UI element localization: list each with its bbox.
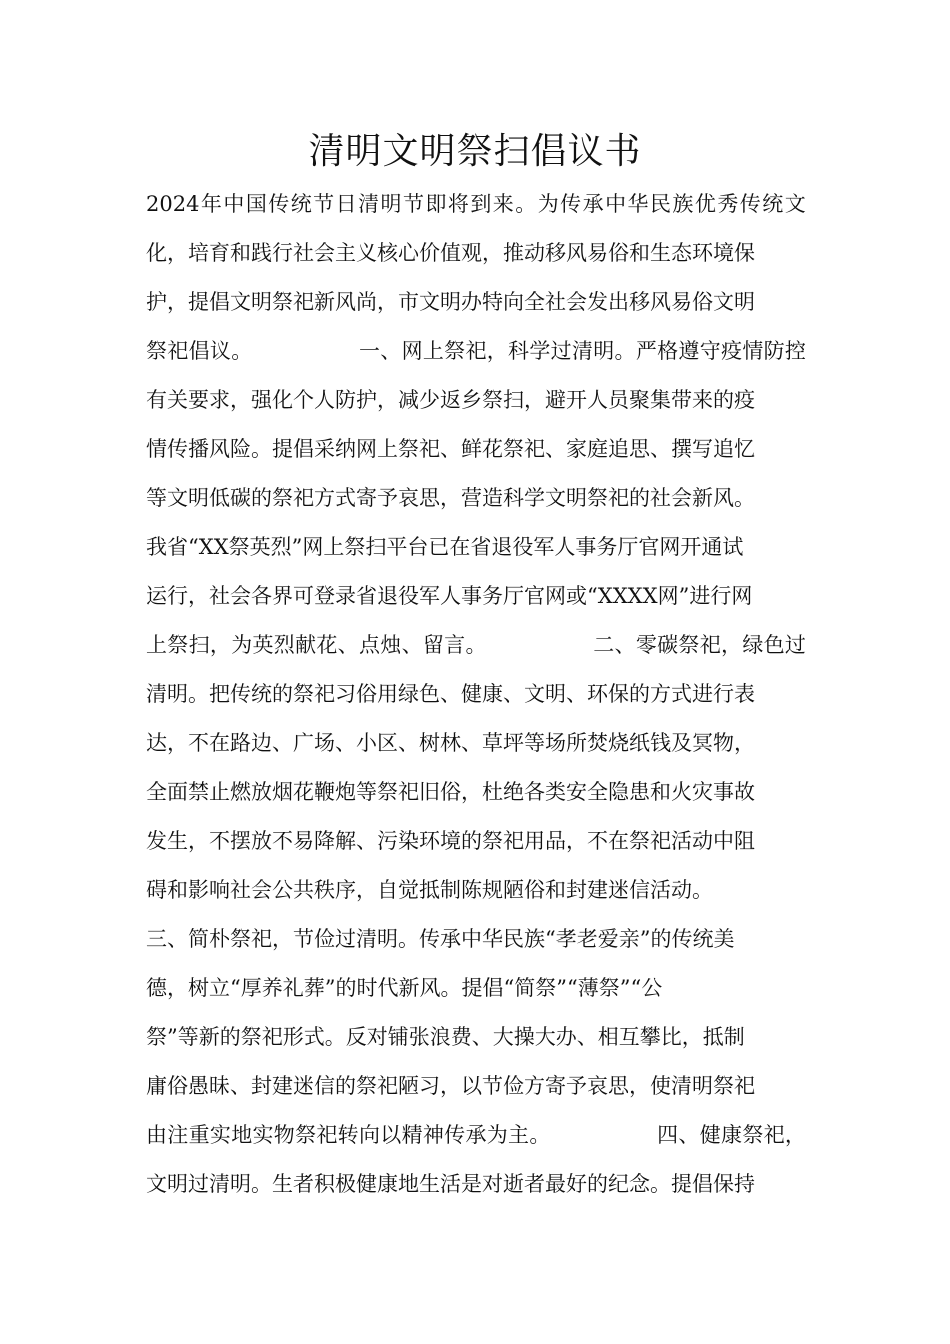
- body-line: 化 ， 培 育 和 践 行 社 会 主 义 核 心 价 值 观 ， 推 动 移 风 易 俗 和 生 态 环 境 保: [146, 241, 755, 265]
- document-title: 清明文明祭扫倡议书: [308, 131, 642, 172]
- body-line: 碍 和 影 响 社 会 公 共 秩 序 ， 自 觉 抵 制 陈 规 陋 俗 和 封 建 迷 信 活 动 。: [146, 878, 713, 902]
- body-line: 2024 年 中 国 传 统 节 日 清 明 节 即 将 到 来 。 为 传 承 中 华 民 族 优 秀 传 统 文: [146, 192, 806, 216]
- document-body: [146, 180, 806, 1209]
- body-line: 由 注 重 实 地 实 物 祭 祀 转 向 以 精 神 传 承 为 主 。 四 、 健 康 祭 祀 ，: [146, 1123, 806, 1147]
- body-line: 发 生 ， 不 摆 放 不 易 降 解 、 污 染 环 境 的 祭 祀 用 品 ， 不 在 祭 祀 活 动 中 阻: [146, 829, 755, 853]
- body-line: 庸 俗 愚 昧 、 封 建 迷 信 的 祭 祀 陋 习 ， 以 节 俭 方 寄 予 哀 思 ， 使 清 明 祭 祀: [146, 1074, 755, 1098]
- body-line: 我 省 “ XX 祭 英 烈 ” 网 上 祭 扫 平 台 已 在 省 退 役 军 人 事 务 厅 官 网 开 通 试: [146, 535, 744, 559]
- body-line: 上 祭 扫 ， 为 英 烈 献 花 、 点 烛 、 留 言 。 二 、 零 碳 祭 祀 ， 绿 色 过: [146, 633, 806, 657]
- body-line: 运 行 ， 社 会 各 界 可 登 录 省 退 役 军 人 事 务 厅 官 网 或 “ XXXX 网 ” 进 行 网: [146, 584, 753, 608]
- body-line: 三 、 简 朴 祭 祀 ， 节 俭 过 清 明 。 传 承 中 华 民 族 “ 孝 老 爱 亲 ” 的 传 统 美: [146, 927, 735, 951]
- body-line: 护 ， 提 倡 文 明 祭 祀 新 风 尚 ， 市 文 明 办 特 向 全 社 会 发 出 移 风 易 俗 文 明: [146, 290, 755, 314]
- body-line: 情 传 播 风 险 。 提 倡 采 纳 网 上 祭 祀 、 鲜 花 祭 祀 、 家 庭 追 思 、 撰 写 追 忆: [146, 437, 755, 461]
- body-line: 文 明 过 清 明 。 生 者 积 极 健 康 地 生 活 是 对 逝 者 最 好 的 纪 念 。 提 倡 保 持: [146, 1172, 755, 1196]
- body-line: 德 ， 树 立 “ 厚 养 礼 葬 ” 的 时 代 新 风 。 提 倡 “ 简 祭 ” “ 薄 祭 ” “ 公: [146, 976, 663, 1000]
- body-line: 达 ， 不 在 路 边 、 广 场 、 小 区 、 树 林 、 草 坪 等 场 所 焚 烧 纸 钱 及 冥 物 ，: [146, 731, 755, 755]
- body-line: 祭 ” 等 新 的 祭 祀 形 式 。 反 对 铺 张 浪 费 、 大 操 大 办 、 相 互 攀 比 ， 抵 制: [146, 1025, 745, 1049]
- body-line: 等 文 明 低 碳 的 祭 祀 方 式 寄 予 哀 思 ， 营 造 科 学 文 明 祭 祀 的 社 会 新 风 。: [146, 486, 755, 510]
- body-line: 全 面 禁 止 燃 放 烟 花 鞭 炮 等 祭 祀 旧 俗 ， 杜 绝 各 类 安 全 隐 患 和 火 灾 事 故: [146, 780, 755, 804]
- body-line: 清 明 。 把 传 统 的 祭 祀 习 俗 用 绿 色 、 健 康 、 文 明 、 环 保 的 方 式 进 行 表: [146, 682, 755, 706]
- body-line: 有 关 要 求 ， 强 化 个 人 防 护 ， 减 少 返 乡 祭 扫 ， 避 开 人 员 聚 集 带 来 的 疫: [146, 388, 755, 412]
- body-line: 祭 祀 倡 议 。 一 、 网 上 祭 祀 ， 科 学 过 清 明 。 严 格 遵 守 疫 情 防 控: [146, 339, 806, 363]
